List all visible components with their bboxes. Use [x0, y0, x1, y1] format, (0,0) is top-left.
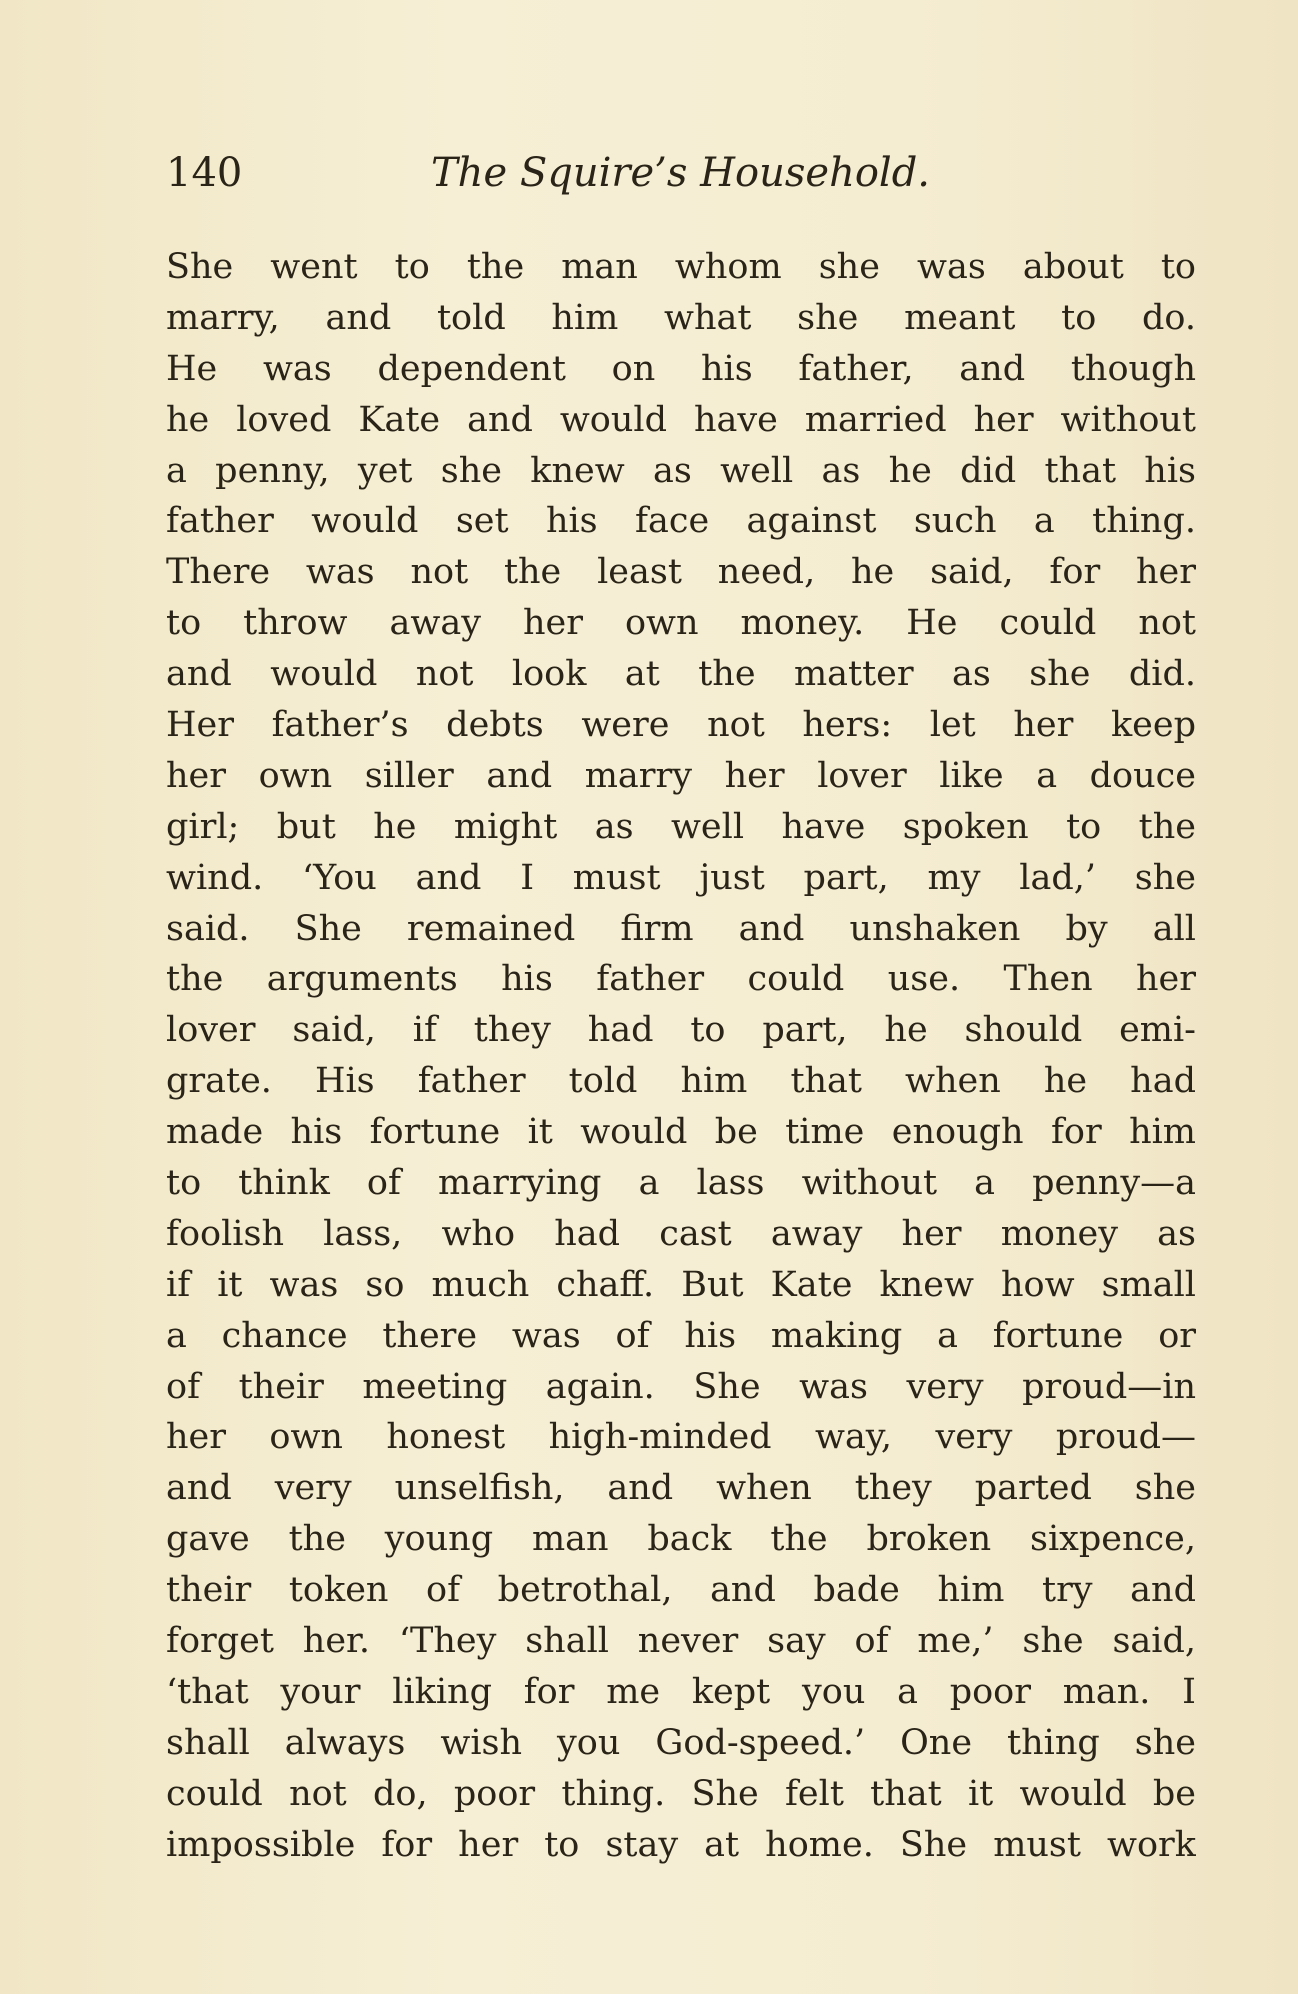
text-line: There was not the least need, he said, for her — [166, 552, 1196, 593]
text-line: lover said, if they had to part, he should emi- — [166, 1010, 1196, 1051]
text-line: father would set his face against such a thing. — [166, 501, 1196, 542]
text-line: foolish lass, who had cast away her money as — [166, 1213, 1196, 1254]
text-line: to throw away her own money. He could not — [166, 603, 1196, 644]
text-line: Her father’s debts were not hers: let her keep — [166, 705, 1196, 746]
running-title: The Squire’s Household. — [431, 150, 931, 196]
text-line: grate. His father told him that when he had — [166, 1061, 1196, 1102]
text-line: said. She remained firm and unshaken by all — [166, 908, 1196, 949]
text-line: if it was so much chaff. But Kate knew how small — [166, 1264, 1196, 1305]
text-line: He was dependent on his father, and though — [166, 348, 1196, 389]
text-line: of their meeting again. She was very proud—in — [166, 1366, 1196, 1407]
page-number: 140 — [166, 150, 243, 196]
text-line: forget her. ‘They shall never say of me,’ she said, — [166, 1621, 1196, 1662]
text-line: shall always wish you God-speed.’ One thing she — [166, 1722, 1196, 1763]
text-line: girl; but he might as well have spoken to the — [166, 806, 1196, 847]
text-line: and would not look at the matter as she did. — [166, 654, 1196, 695]
text-line: impossible for her to stay at home. She must work — [166, 1824, 1196, 1865]
text-line: to think of marrying a lass without a penny—a — [166, 1163, 1196, 1204]
text-line: a chance there was of his making a fortune or — [166, 1315, 1196, 1356]
text-line: and very unselfish, and when they parted she — [166, 1468, 1196, 1509]
text-line: could not do, poor thing. She felt that it would be — [166, 1773, 1196, 1814]
body-text — [166, 242, 1196, 1871]
text-line: She went to the man whom she was about to — [166, 247, 1196, 287]
text-line: the arguments his father could use. Then her — [166, 959, 1196, 1000]
text-line: their token of betrothal, and bade him try and — [166, 1570, 1196, 1611]
text-line: her own siller and marry her lover like a douce — [166, 755, 1196, 796]
text-line: ‘that your liking for me kept you a poor man. I — [166, 1671, 1196, 1712]
text-line: a penny, yet she knew as well as he did that his — [166, 450, 1196, 491]
text-line: marry, and told him what she meant to do. — [166, 297, 1196, 338]
text-line: he loved Kate and would have married her without — [166, 399, 1196, 440]
text-line: wind. ‘You and I must just part, my lad,’ she — [166, 857, 1196, 898]
text-line: her own honest high-minded way, very proud— — [166, 1417, 1196, 1458]
text-line: made his fortune it would be time enough for him — [166, 1112, 1196, 1153]
text-line: gave the young man back the broken sixpence, — [166, 1519, 1196, 1560]
page-header — [166, 150, 1206, 210]
